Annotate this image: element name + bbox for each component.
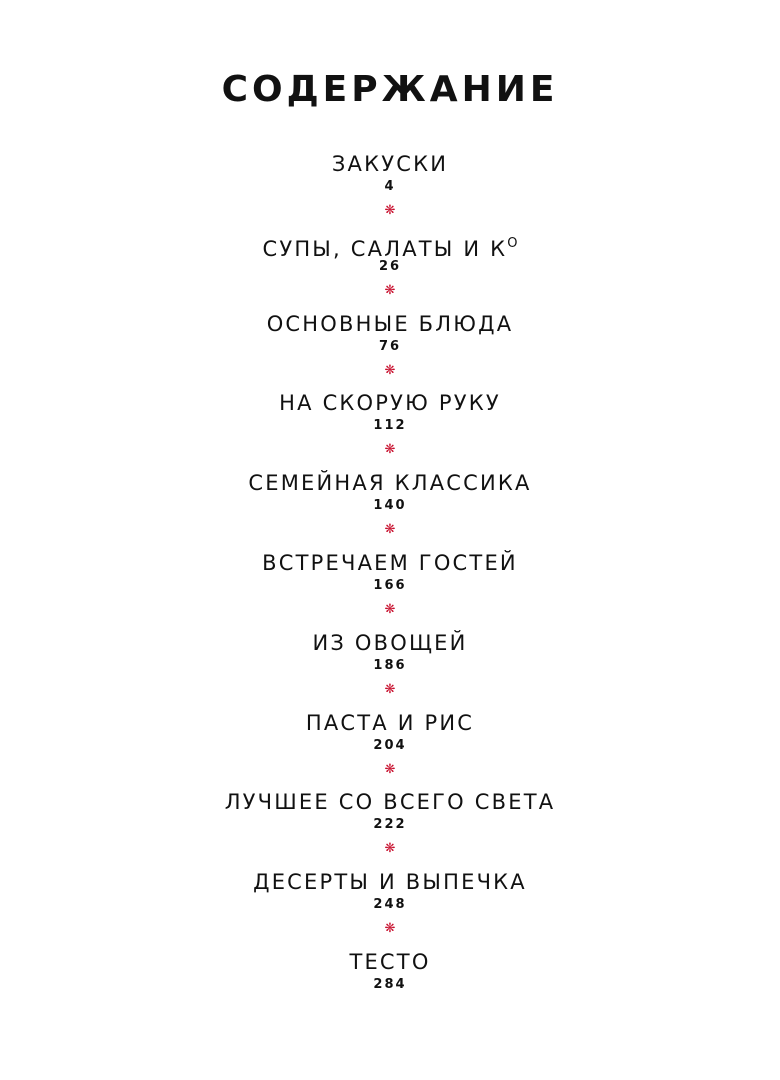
toc-entry[interactable] [0,789,780,833]
toc-entry-title-text: ДЕСЕРТЫ И ВЫПЕЧКА [253,870,527,895]
toc-entry[interactable] [0,550,780,594]
ornament-separator-icon: ❋ [384,841,396,857]
toc-entry[interactable] [0,949,780,993]
toc-entry-title-text: ИЗ ОВОЩЕЙ [312,630,468,655]
toc-entry-page-number: 204 [373,737,407,753]
toc-entry[interactable] [0,231,780,275]
toc-entry-page-number: 4 [384,179,396,194]
toc-entry-page-number: 284 [373,977,407,992]
toc-entry[interactable] [0,710,780,754]
toc-entry-title-text: ЗАКУСКИ [331,152,449,176]
toc-entry-title [0,789,780,815]
ornament-separator-icon: ❋ [384,282,396,298]
toc-entry-page-number: 222 [373,817,407,833]
toc-entry-title-text: ПАСТА И РИС [305,710,475,735]
ornament-separator-icon: ❋ [384,602,396,617]
toc-entry-title-text: ЛУЧШЕЕ СО ВСЕГО СВЕТА [224,790,556,815]
toc-entry[interactable] [0,390,780,434]
toc-entry-title-text: ВСТРЕЧАЕМ ГОСТЕЙ [262,551,518,575]
ornament-separator-icon: ❋ [384,761,396,777]
toc-entry[interactable] [0,311,780,355]
toc-entry-title [0,710,780,736]
toc-entry[interactable] [0,470,780,514]
ornament-separator-icon: ❋ [384,681,396,697]
ornament-separator-icon: ❋ [384,442,396,458]
toc-entry-title [0,949,780,975]
toc-entry-title-text: ТЕСТО [349,950,431,974]
toc-entry-page-number: 26 [378,258,402,274]
ornament-separator-icon: ❋ [384,921,396,937]
toc-entry-page-number: 112 [373,418,407,434]
ornament-separator-icon: ❋ [384,362,396,378]
toc-entry-page-number: 186 [373,657,407,673]
toc-entry-title-text: НА СКОРУЮ РУКУ [279,391,501,416]
toc-entry-title [0,390,780,416]
toc-entry-title [0,470,780,496]
toc-entry-title-text: СЕМЕЙНАЯ КЛАССИКА [248,471,532,496]
toc-entry-title [0,630,780,656]
ornament-separator-icon: ❋ [384,522,396,538]
toc-entry-title [0,231,780,261]
toc-entry-title-text: СУПЫ, САЛАТЫ И К [262,236,508,261]
toc-entry[interactable] [0,151,780,195]
toc-entry-title-text: ОСНОВНЫЕ БЛЮДА [266,311,514,336]
toc-entry-page-number: 76 [378,338,402,354]
toc-entry-page-number: 166 [373,578,407,593]
toc-entry[interactable] [0,869,780,913]
toc-entry-title [0,311,780,337]
toc-entry[interactable] [0,630,780,674]
toc-entry-page-number: 140 [373,498,407,514]
toc-entry-page-number: 248 [373,897,407,913]
toc-entry-title-superscript: О [507,235,518,251]
toc-entry-title [0,550,780,576]
page-title: СОДЕРЖАНИЕ [221,69,559,110]
toc-entry-title [0,869,780,895]
toc-entry-title [0,151,780,177]
ornament-separator-icon: ❋ [384,203,396,218]
